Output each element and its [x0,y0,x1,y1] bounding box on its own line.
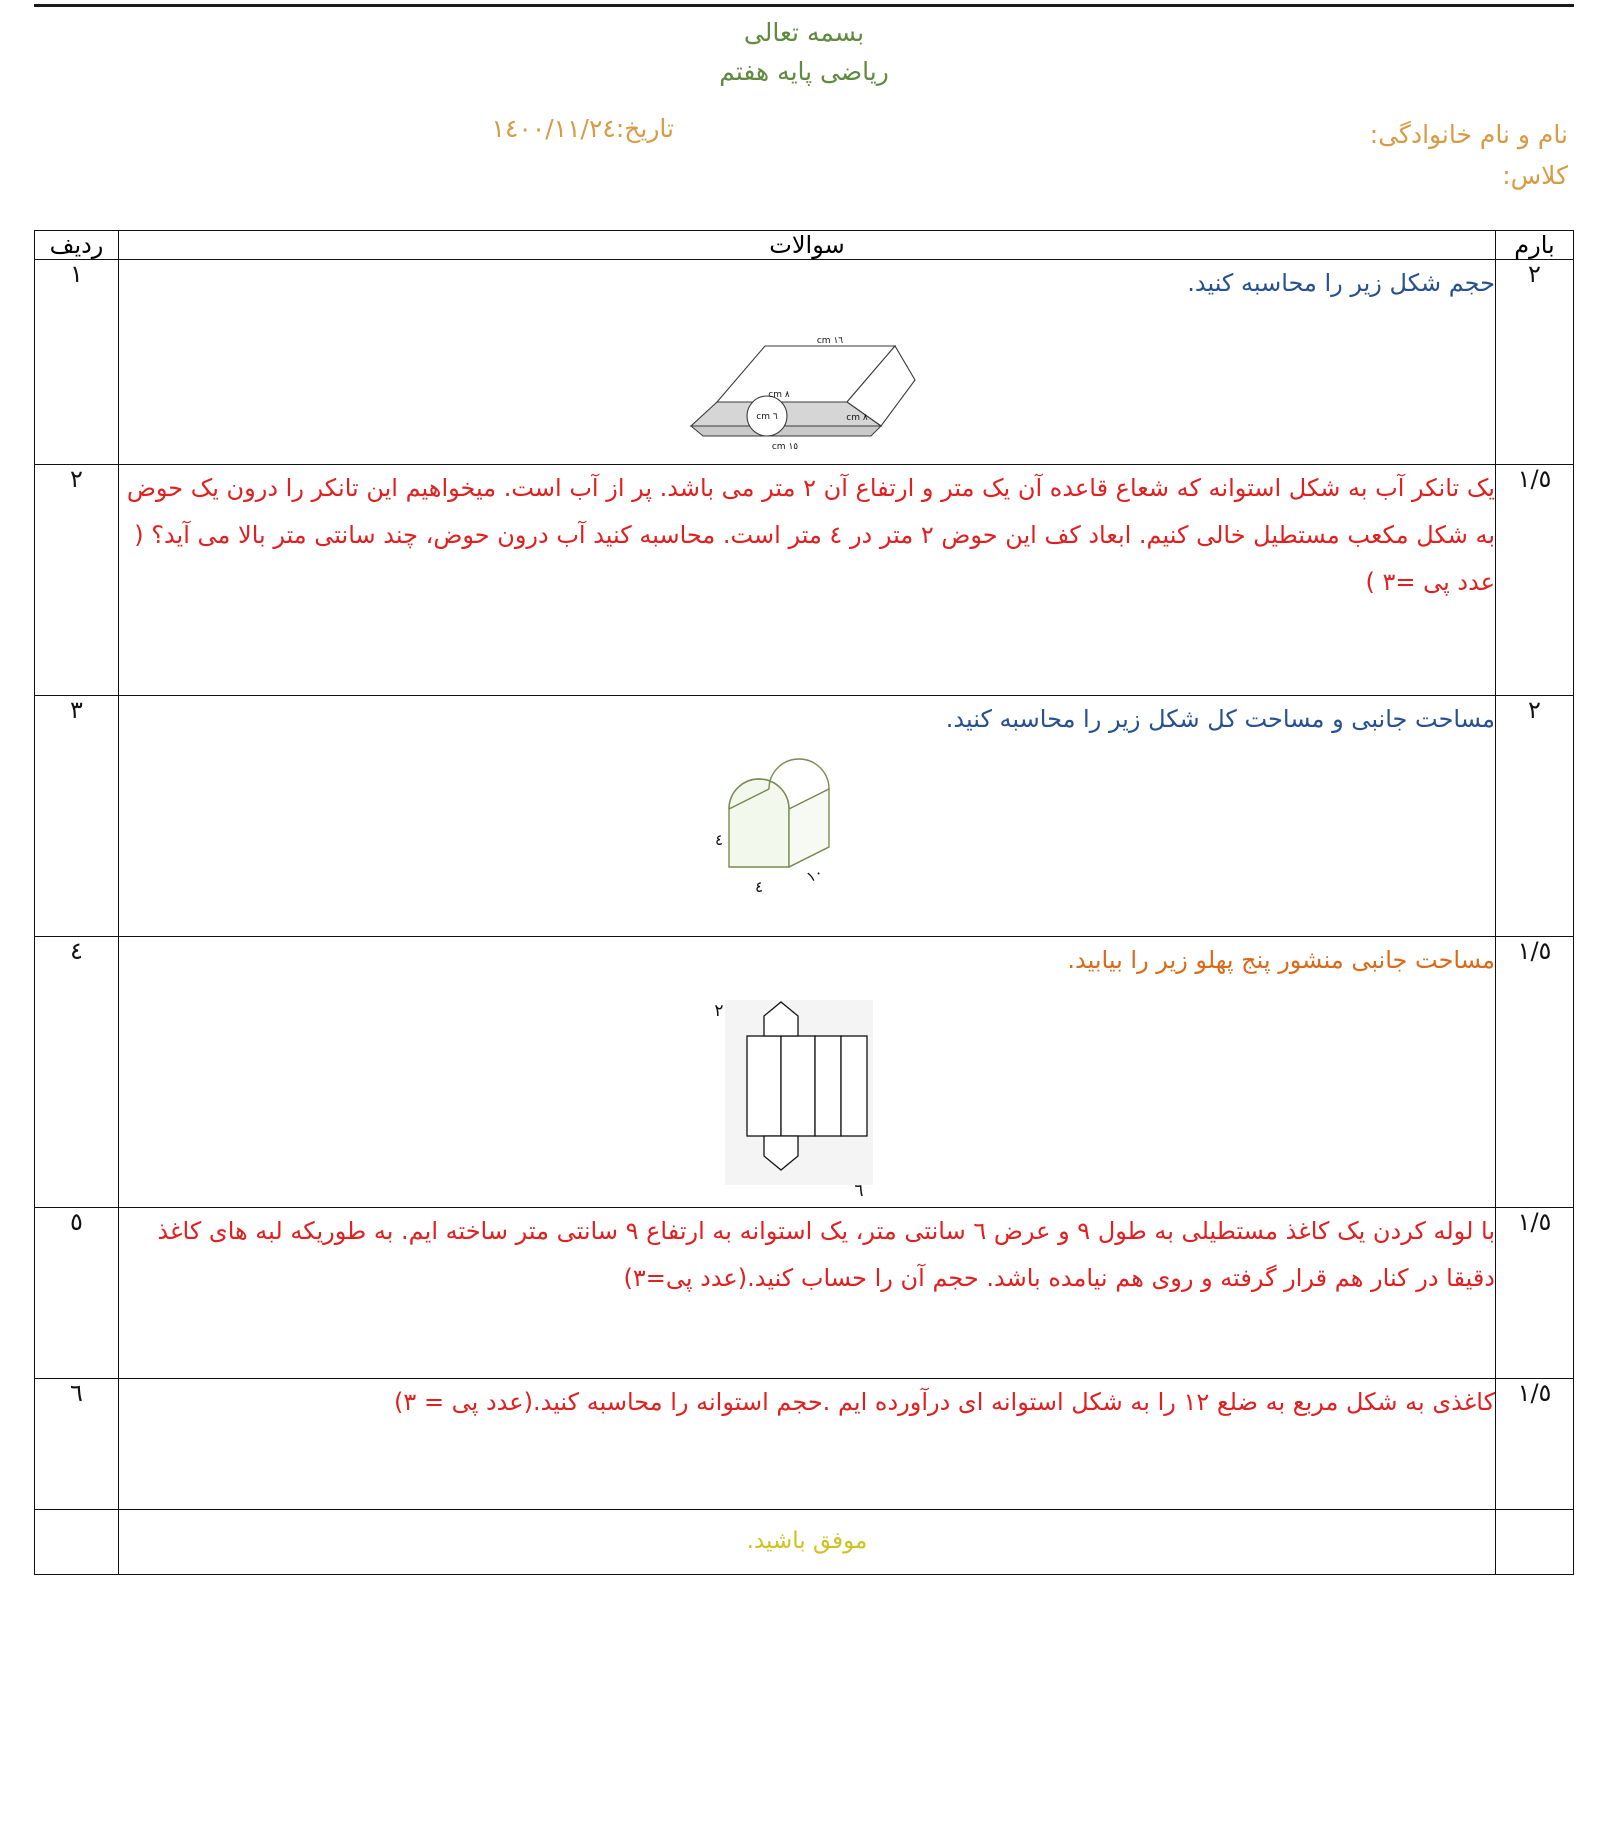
table-row [35,259,1574,465]
question-body [119,259,1496,465]
figure-label-height: ٤ [714,831,724,850]
figure-trapezoid-prism [119,310,1495,464]
table-row [35,937,1574,1208]
table-header-row [35,230,1574,259]
figure-label-bottom: ١٥ cm [771,442,799,453]
footer-note-cell [119,1509,1496,1574]
question-text: مساحت جانبی منشور پنج پهلو زیر را بیابید. [1067,946,1495,975]
table-row [35,465,1574,696]
question-text: یک تانکر آب به شکل استوانه که شعاع قاعده آن یک متر و ارتفاع آن ٢ متر می باشد. پر از آب است. میخواهیم این تانکر را درون یک حوض به شکل مکعب مستطیل خالی کنیم. ابعاد کف این حوض ٢ متر در ٤ متر است. محاسبه کنید آب درون حوض، چند سانتی متر بالا می آید؟ ( عدد پی =٣ ) [126,474,1495,596]
question-text: کاغذی به شکل مربع به ضلع ١٢ را به شکل استوانه ای درآورده ایم .حجم استوانه را محاسبه کنید.(عدد پی = ٣) [394,1387,1495,1416]
question-body [119,696,1496,937]
good-luck-note: موفق باشید. [746,1527,868,1554]
question-score: ٢ [1496,259,1574,465]
figure-label-circle: ٦ cm [756,412,778,423]
table-row [35,1207,1574,1378]
student-fields [1370,114,1568,197]
class-label: کلاس: [1502,160,1568,190]
question-score: ١/٥ [1496,937,1574,1208]
footer-score-cell [1496,1509,1574,1574]
column-header-score: بارم [1496,230,1574,259]
date-label: تاریخ:١٤٠٠/١١/٢٤ [491,113,674,143]
question-body [119,465,1496,696]
bismillah-line: بسمه تعالی [743,18,865,47]
figure-label-top: ١٦ cm [816,336,844,347]
table-row [35,696,1574,937]
table-footer-row [35,1509,1574,1574]
figure-label-bottom: ٦ [854,1180,864,1201]
table-row [35,1378,1574,1509]
subject-title: ریاضی پایه هفتم [719,56,889,86]
column-header-row: ردیف [35,230,119,259]
question-body [119,937,1496,1208]
figure-pentagonal-prism-net [119,988,1495,1207]
question-number: ٢ [35,465,119,696]
question-score: ٢ [1496,696,1574,937]
trapezoid-prism-drawing [657,310,957,460]
figure-label-length: ١٠ [803,862,826,887]
figure-half-cylinder-prism [119,747,1495,936]
question-score: ١/٥ [1496,1378,1574,1509]
question-number: ٤ [35,937,119,1208]
question-text: مساحت جانبی و مساحت کل شکل زیر را محاسبه کنید. [945,705,1495,734]
questions-table [34,230,1574,1575]
question-number: ٣ [35,696,119,937]
page-top-rule [34,4,1574,7]
question-score: ١/٥ [1496,465,1574,696]
figure-label-top: ٢ [714,1000,724,1021]
question-number: ٥ [35,1207,119,1378]
student-id-row [34,114,1574,224]
figure-label-front-top: ٨ cm [768,390,790,401]
question-number: ١ [35,259,119,465]
question-body [119,1378,1496,1509]
document-header [34,0,1574,92]
question-score: ١/٥ [1496,1207,1574,1378]
half-cylinder-prism-drawing [677,747,937,932]
name-label: نام و نام خانوادگی: [1369,119,1568,149]
question-body [119,1207,1496,1378]
pentagonal-prism-net-drawing [657,988,957,1203]
footer-row-cell [35,1509,119,1574]
question-text: حجم شکل زیر را محاسبه کنید. [1187,268,1495,297]
column-header-questions: سوالات [119,230,1496,259]
figure-label-side: ٨ cm [846,413,868,424]
figure-label-width: ٤ [754,878,764,897]
question-number: ٦ [35,1378,119,1509]
question-text: با لوله کردن یک کاغذ مستطیلی به طول ٩ و عرض ٦ سانتی متر، یک استوانه به ارتفاع ٩ سانتی متر ساخته ایم. به طوریکه لبه های کاغذ دقیقا در کنار هم قرار گرفته و روی هم نیامده باشد. حجم آن را حساب کنید.(عدد پی=٣) [157,1216,1495,1292]
